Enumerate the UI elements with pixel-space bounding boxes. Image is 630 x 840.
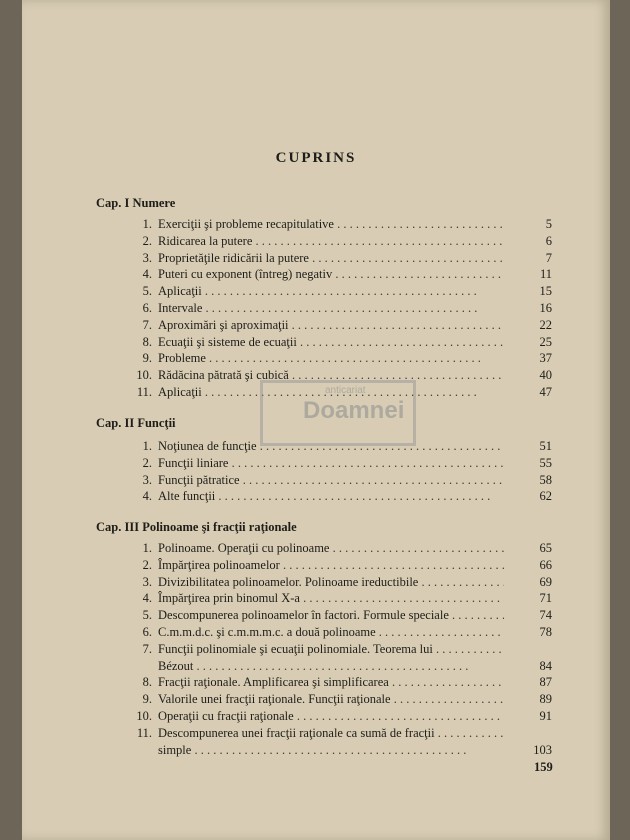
entry-number: 2. [142,557,152,572]
toc-entry [134,742,552,758]
watermark-small-text: anticariat [325,385,366,396]
entry-page: 55 [539,455,552,470]
toc-entry [134,540,552,556]
toc-entry [134,216,552,232]
entry-title: C.m.m.d.c. şi c.m.m.m.c. a două polinoame . . . [158,624,504,640]
entry-title: Valorile unei fracţii raţionale. Funcţii raţionale . . . [158,691,504,707]
entry-title: Împărţirea prin binomul X-a . . . [158,590,504,606]
toc-entry [134,674,552,690]
toc-entry [134,455,552,471]
entry-page: 89 [539,692,552,707]
toc-entry [134,641,552,657]
entry-number: 11. [136,725,152,740]
entry-title: Descompunerea polinoamelor în factori. Formule speciale . . . [158,607,504,623]
toc-entry [134,317,552,333]
entry-title: Noţiunea de funcţie . . . [158,438,504,454]
toc-entry [134,624,552,640]
entry-number: 4. [142,591,152,606]
entry-page: 62 [539,489,552,504]
entry-title: Aplicaţii . . . [158,384,504,400]
entry-title: Proprietăţile ridicării la putere . . . [158,250,504,266]
entry-number: 6. [142,301,152,315]
entry-page: 69 [539,574,552,589]
entry-title: Funcţii liniare . . . [158,455,504,471]
entry-page: 58 [539,472,552,487]
entry-title: Fracţii raţionale. Amplificarea şi simplificarea . . . [158,674,504,690]
chapter-heading: Cap. II Funcţii [96,416,176,430]
entry-page: 65 [539,541,552,555]
entry-page: 71 [539,591,552,606]
page-title: CUPRINS [275,150,357,166]
entry-title: Aplicaţii . . . [158,283,504,299]
entry-page: 74 [539,608,552,623]
entry-title: Intervale . . . [158,300,504,316]
entry-number: 6. [142,625,152,639]
entry-page: 6 [545,233,552,248]
entry-number: 8. [142,675,152,690]
entry-number: 7. [142,641,152,656]
toc-entry [134,725,552,741]
entry-title: Descompunerea unei fracţii raţionale ca sumă de fracţii . . . [158,725,504,741]
toc-entry [134,658,552,674]
entry-number: 10. [136,709,152,723]
entry-page: 11 [539,267,552,282]
toc-entry [134,472,552,488]
watermark-logo [260,380,416,446]
entry-title: Operaţii cu fracţii raţionale . . . [158,708,504,724]
toc-entry [134,557,552,573]
entry-page: 7 [545,250,552,265]
entry-page: 66 [539,557,552,572]
entry-number: 8. [142,334,152,349]
entry-title: Divizibilitatea polinoamelor. Polinoame ireductibile . . . [158,574,504,590]
entry-number: 2. [142,233,152,248]
toc-entry [134,488,552,504]
toc-entry [134,350,552,366]
book-page [22,0,610,840]
watermark-big-text: Doamnei [303,397,405,424]
entry-title: Alte funcţii . . . [158,488,504,504]
toc-entry [134,708,552,724]
entry-page: 91 [539,709,552,723]
entry-title: Exerciţii şi probleme recapitulative . . . [158,216,504,232]
entry-title: Ridicarea la putere . . . [158,233,504,249]
entry-title: Împărţirea polinoamelor . . . [158,557,504,573]
entry-page: 37 [539,351,552,366]
toc-entry [134,590,552,606]
toc-entry [134,283,552,299]
entry-page: 47 [539,385,552,399]
toc-entry [134,334,552,350]
entry-number: 4. [142,489,152,504]
entry-number: 5. [142,608,152,623]
entry-page: 15 [539,284,552,299]
entry-number: 4. [142,267,152,282]
toc-entry [134,250,552,266]
entry-page: 103 [533,742,552,757]
entry-title: Aproximări şi aproximaţii . . . [158,317,504,333]
entry-number: 3. [142,574,152,589]
entry-title: Bézout . . . [158,658,504,674]
entry-title: Ecuaţii şi sisteme de ecuaţii . . . [158,334,504,350]
entry-page: 40 [539,368,552,383]
entry-page: 84 [539,658,552,673]
entry-title: Rădăcina pătrată şi cubică . . . [158,367,504,383]
entry-page: 25 [539,334,552,349]
entry-title: simple . . . [158,742,504,758]
entry-page: 51 [539,439,552,453]
entry-page: 22 [539,317,552,332]
entry-page: 78 [539,625,552,639]
entry-number: 3. [142,250,152,265]
page-number: 159 [534,760,553,774]
entry-number: 1. [142,541,152,555]
entry-page: 5 [545,217,552,231]
toc-entry [134,691,552,707]
chapter-heading: Cap. III Polinoame şi fracţii raţionale [96,520,297,534]
entry-number: 10. [136,368,152,383]
entry-number: 3. [142,472,152,487]
entry-title: Puteri cu exponent (întreg) negativ . . . [158,266,504,282]
entry-number: 7. [142,317,152,332]
entry-title: Funcţii polinomiale şi ecuaţii polinomiale. Teorema lui . . . [158,641,504,657]
entry-title: Funcţii pătratice . . . [158,472,504,488]
entry-number: 2. [142,455,152,470]
entry-number: 1. [142,439,152,453]
toc-entry [134,266,552,282]
entry-page: 16 [539,301,552,315]
toc-entry [134,233,552,249]
chapter-heading: Cap. I Numere [96,196,176,210]
entry-number: 1. [142,217,152,231]
entry-number: 9. [142,692,152,707]
toc-entry [134,607,552,623]
toc-entry [134,574,552,590]
entry-title: Polinoame. Operaţii cu polinoame . . . [158,540,504,556]
toc-entry [134,300,552,316]
entry-title: Probleme . . . [158,350,504,366]
entry-number: 11. [136,385,152,399]
entry-number: 9. [142,351,152,366]
entry-number: 5. [142,284,152,299]
entry-page: 87 [539,675,552,690]
